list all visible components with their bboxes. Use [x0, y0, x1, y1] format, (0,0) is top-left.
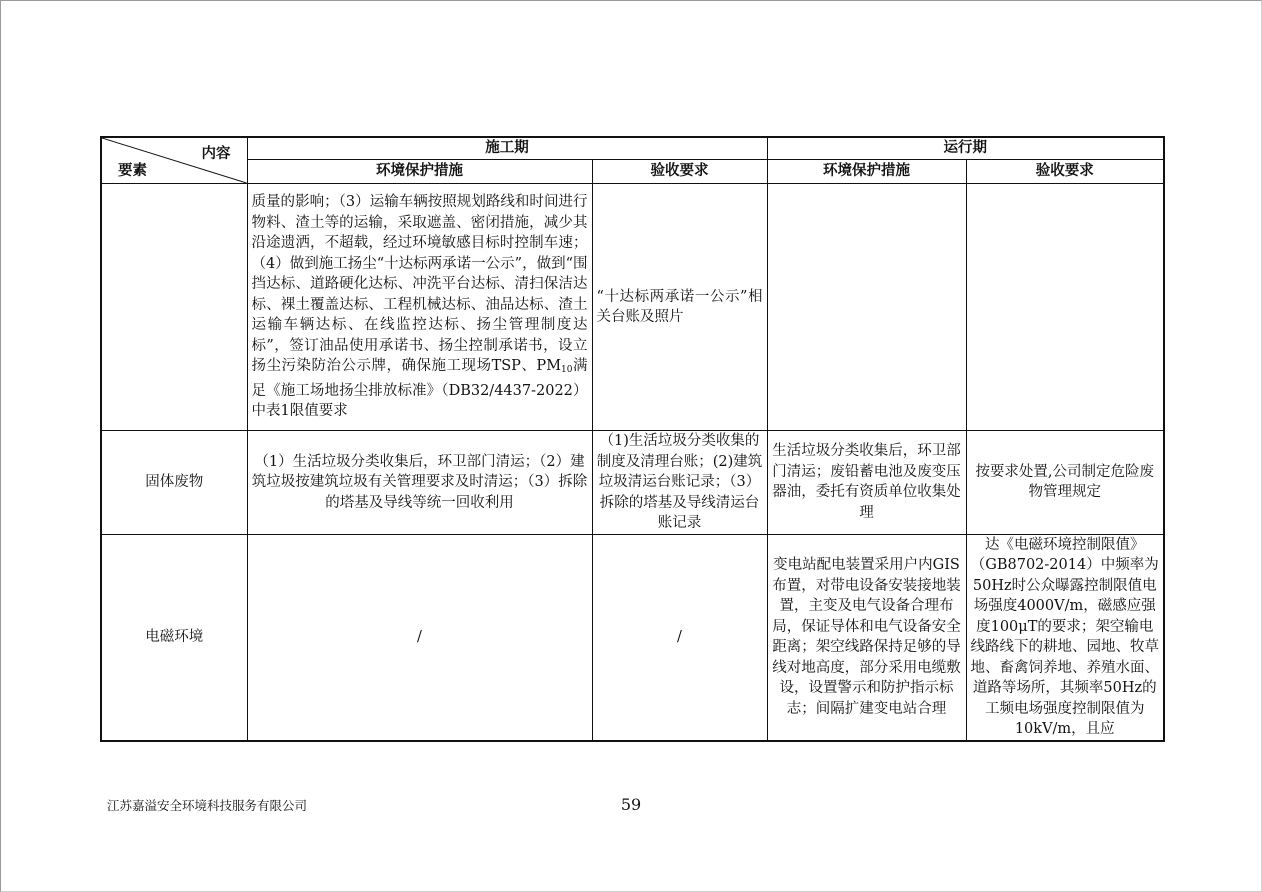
construction-measures-header: 环境保护措施 — [247, 160, 592, 184]
construction-measures-text: 质量的影响；（3）运输车辆按照规划路线和时间进行物料、渣土等的运输，采取遮盖、密闭措施，减少其沿途遗洒，不超载，经过环境敏感目标时控制车速；（4）做到施工扬尘“十达标两承诺一公示”，做到“围挡达标、道路硬化达标、冲洗平台达标、清扫保洁达标、裸土覆盖达标、工程机械达标、油品达标、渣土运输车辆达标、在线监控达标、扬尘管理制度达标”，签订油品使用承诺书、扬尘控制承诺书，设立扬尘污染防治公示牌，确保施工现场TSP、PM — [251, 194, 588, 375]
construction-acceptance-cell: （1)生活垃圾分类收集的制度及清理台账；(2)建筑垃圾清运台账记录；（3）拆除的塔基及导线清运台账记录 — [592, 431, 767, 535]
element-cell: 电磁环境 — [101, 534, 247, 741]
operation-acceptance-cell: 达《电磁环境控制限值》（GB8702-2014）中频率为50Hz时公众曝露控制限值电场强度4000V/m，磁感应强度100μT的要求；架空输电线路线下的耕地、园地、牧草地、畜禽饲养地、养殖水面、道路等场所，其频率50Hz的工频电场强度控制限值为10kV/m，且应 — [966, 534, 1164, 741]
element-label: 要素 — [118, 161, 147, 179]
operation-acceptance-header: 验收要求 — [966, 160, 1164, 184]
diagonal-header-cell — [101, 137, 247, 184]
operation-acceptance-cell: 按要求处置,公司制定危险废物管理规定 — [966, 431, 1164, 535]
construction-acceptance-cell: / — [592, 534, 767, 741]
table-row — [101, 184, 1164, 431]
element-cell: 固体废物 — [101, 431, 247, 535]
footer-company-name: 江苏嘉溢安全环境科技服务有限公司 — [107, 798, 308, 813]
operation-measures-header: 环境保护措施 — [767, 160, 966, 184]
environmental-measures-table — [100, 136, 1165, 742]
construction-measures-text-end: 满足《施工场地扬尘排放标准》（DB32/4437-2022）中表1限值要求 — [251, 358, 588, 420]
construction-measures-cell: （1）生活垃圾分类收集后，环卫部门清运；（2）建筑垃圾按建筑垃圾有关管理要求及时清运；（3）拆除的塔基及导线等统一回收利用 — [247, 431, 592, 535]
page-number: 59 — [620, 795, 642, 814]
table-row — [101, 534, 1164, 741]
construction-acceptance-header: 验收要求 — [592, 160, 767, 184]
header-row-periods — [101, 137, 1164, 160]
header-row-columns — [101, 160, 1164, 184]
construction-period-header: 施工期 — [247, 137, 767, 160]
construction-measures-cell — [247, 184, 592, 431]
operation-acceptance-cell — [966, 184, 1164, 431]
element-cell — [101, 184, 247, 431]
pm-subscript: 10 — [561, 365, 573, 376]
table-row — [101, 431, 1164, 535]
operation-period-header: 运行期 — [767, 137, 1164, 160]
operation-measures-cell — [767, 184, 966, 431]
operation-measures-cell: 变电站配电装置采用户内GIS布置，对带电设备安装接地装置，主变及电气设备合理布局，保证导体和电气设备安全距离；架空线路保持足够的导线对地高度，部分采用电缆敷设，设置警示和防护指示标志；间隔扩建变电站合理 — [767, 534, 966, 741]
operation-measures-cell: 生活垃圾分类收集后，环卫部门清运；废铅蓄电池及废变压器油，委托有资质单位收集处理 — [767, 431, 966, 535]
construction-measures-cell: / — [247, 534, 592, 741]
content-label: 内容 — [201, 145, 231, 162]
construction-acceptance-cell: “十达标两承诺一公示”相关台账及照片 — [592, 184, 767, 431]
